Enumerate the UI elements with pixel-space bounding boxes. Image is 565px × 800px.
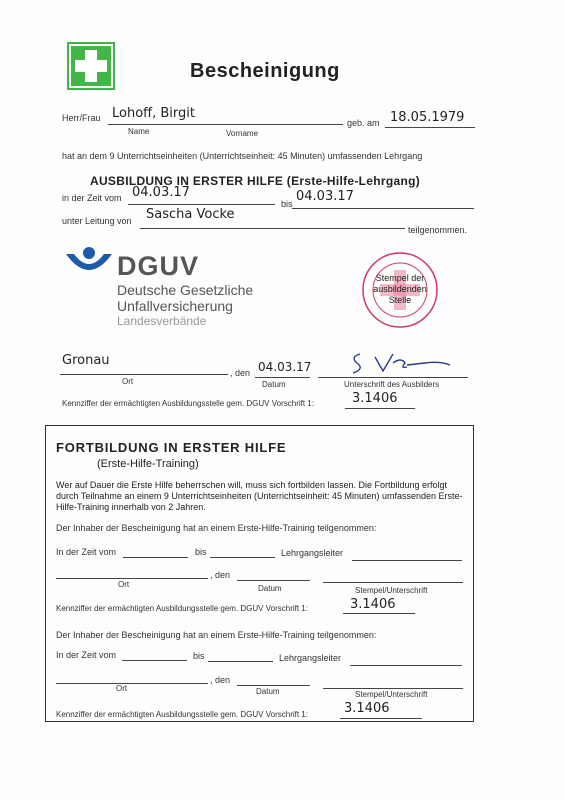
t2-from-label: In der Zeit vom <box>56 650 117 660</box>
fortbildung-title: FORTBILDUNG IN ERSTER HILFE <box>56 440 287 455</box>
t2-stamp-label: Stempel/Unterschrift <box>355 690 428 699</box>
dguv-logo-icon <box>64 246 114 276</box>
t2-kennziffer-label: Kennziffer der ermächtigten Ausbildungsstelle gem. DGUV Vorschrift 1: <box>56 710 308 719</box>
t2-leader-label: Lehrgangsleiter <box>279 653 342 663</box>
t1-kennziffer-label: Kennziffer der ermächtigten Ausbildungsstelle gem. DGUV Vorschrift 1: <box>56 604 308 613</box>
holder-text-2: Der Inhaber der Bescheinigung hat an einem Erste-Hilfe-Training teilgenommen: <box>56 630 377 640</box>
fortbildung-paragraph: Wer auf Dauer die Erste Hilfe beherrschen will, muss sich fortbilden lassen. Die Fortbildung erfolgt durch Teilnahme an einem 9 Unterrichtseinheiten (Unterrichtseinheit: 45 Minuten) umfassenden Erste-Hilfe-Training innerhalb von 2 Jahren. <box>56 480 463 512</box>
kennziffer-label: Kennziffer der ermächtigten Ausbildungsstelle gem. DGUV Vorschrift 1: <box>62 399 314 408</box>
t1-den-label: , den <box>210 570 231 580</box>
t1-leader-label: Lehrgangsleiter <box>281 548 344 558</box>
stamp-text1: Stempel der <box>375 273 425 283</box>
stamp-text3: Stelle <box>388 295 412 305</box>
first-aid-cross-icon <box>67 42 115 90</box>
date-label: Datum <box>262 380 286 389</box>
name-label: Name <box>128 127 150 136</box>
t2-to-label: bis <box>193 651 205 661</box>
leader-value: Sascha Vocke <box>146 207 235 222</box>
t1-from-label: In der Zeit vom <box>56 547 117 557</box>
leader-suffix: teilgenommen. <box>408 225 468 235</box>
t1-to-label: bis <box>195 547 207 557</box>
fortbildung-subtitle: (Erste-Hilfe-Training) <box>97 458 199 470</box>
period-from-value: 04.03.17 <box>132 185 190 200</box>
signature-label: Unterschrift des Ausbilders <box>344 380 440 389</box>
vorname-label: Vorname <box>226 129 259 138</box>
prefix-label: Herr/Frau <box>62 113 101 123</box>
stamp-text2: ausbildenden <box>373 284 427 294</box>
t1-ort-label: Ort <box>118 580 130 589</box>
holder-text-1: Der Inhaber der Bescheinigung hat an einem Erste-Hilfe-Training teilgenommen: <box>56 523 377 533</box>
period-to-label: bis <box>281 199 293 209</box>
period-from-label: in der Zeit vom <box>62 193 122 203</box>
birth-value: 18.05.1979 <box>390 110 465 125</box>
signature-icon <box>345 349 455 384</box>
dguv-line3: Landesverbände <box>117 314 207 328</box>
birth-label: geb. am <box>347 118 380 128</box>
date-value: 04.03.17 <box>258 360 312 374</box>
t2-ort-label: Ort <box>116 684 128 693</box>
course-intro: hat an dem 9 Unterrichtseinheiten (Unterrichtseinheit: 45 Minuten) umfassenden Lehrgang <box>62 151 423 161</box>
t2-kennziffer-value: 3.1406 <box>344 701 390 716</box>
dguv-line1: Deutsche Gesetzliche <box>117 282 254 298</box>
dguv-line2: Unfallversicherung <box>117 298 233 314</box>
leader-label: unter Leitung von <box>62 216 132 226</box>
name-value: Lohoff, Birgit <box>112 106 195 121</box>
kennziffer-value: 3.1406 <box>352 391 398 406</box>
stamp <box>360 250 440 330</box>
document-title: Bescheinigung <box>190 60 340 82</box>
ort-value: Gronau <box>62 353 110 368</box>
t2-den-label: , den <box>210 675 231 685</box>
period-to-value: 04.03.17 <box>296 189 354 204</box>
t1-stamp-label: Stempel/Unterschrift <box>355 586 428 595</box>
dguv-brand: DGUV <box>117 251 200 281</box>
t1-date-label: Datum <box>258 584 282 593</box>
course-title: AUSBILDUNG IN ERSTER HILFE (Erste-Hilfe-Lehrgang) <box>90 174 421 188</box>
ort-label: Ort <box>122 377 134 386</box>
t2-date-label: Datum <box>256 687 280 696</box>
den-label: , den <box>230 368 251 378</box>
t1-kennziffer-value: 3.1406 <box>350 597 396 612</box>
